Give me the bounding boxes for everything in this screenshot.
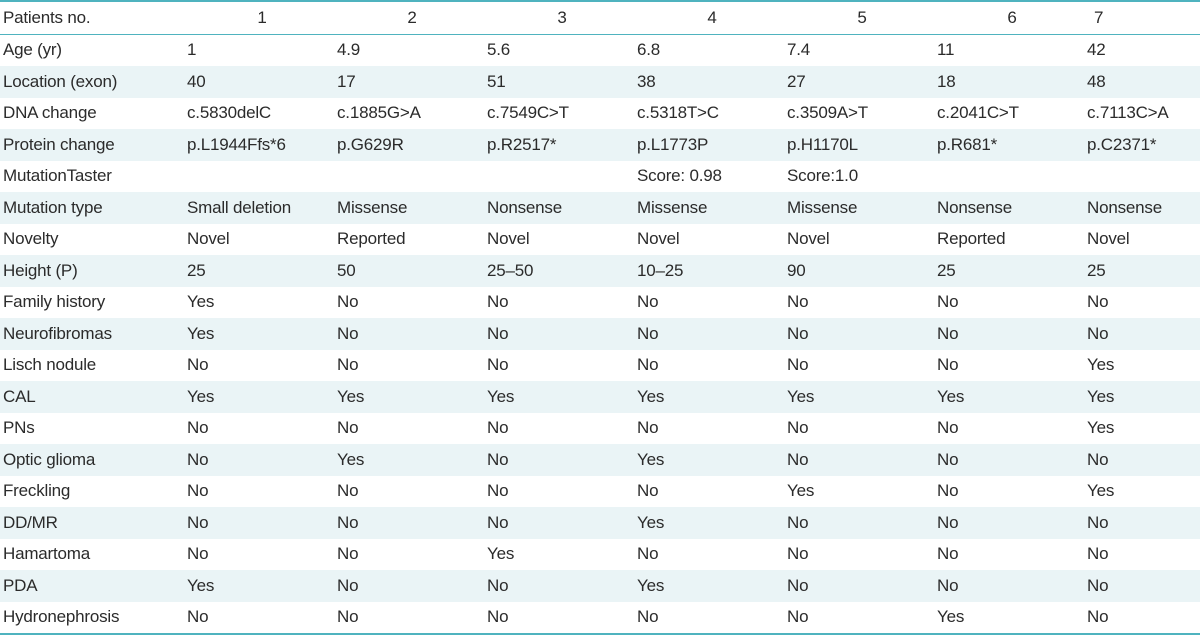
table-cell: No — [1087, 287, 1200, 319]
table-row — [0, 318, 1200, 350]
table-cell: No — [637, 413, 787, 445]
table-cell: p.H1170L — [787, 129, 937, 161]
table-cell: No — [937, 287, 1087, 319]
table-cell: Novel — [1087, 224, 1200, 256]
table-cell: No — [187, 444, 337, 476]
table-cell: No — [337, 602, 487, 635]
table-cell: 38 — [637, 66, 787, 98]
table-cell: No — [937, 539, 1087, 571]
table-cell — [1087, 161, 1200, 193]
table-cell: Yes — [337, 381, 487, 413]
table-cell: c.3509A>T — [787, 98, 937, 130]
table-cell: No — [487, 602, 637, 635]
table-cell: No — [787, 570, 937, 602]
table-cell: No — [937, 507, 1087, 539]
table-cell: p.L1944Ffs*6 — [187, 129, 337, 161]
table-cell: c.1885G>A — [337, 98, 487, 130]
table-row — [0, 161, 1200, 193]
header-patient-6: 6 — [937, 1, 1087, 34]
table-cell: No — [637, 602, 787, 635]
table-cell: No — [637, 318, 787, 350]
table-cell: 10–25 — [637, 255, 787, 287]
table-row — [0, 255, 1200, 287]
table-cell: No — [937, 444, 1087, 476]
table-cell: p.R2517* — [487, 129, 637, 161]
table-cell: Missense — [787, 192, 937, 224]
table-cell: No — [787, 444, 937, 476]
table-cell: Missense — [637, 192, 787, 224]
table-cell: 17 — [337, 66, 487, 98]
table-cell: Yes — [937, 602, 1087, 635]
table-cell: c.5318T>C — [637, 98, 787, 130]
table-cell: No — [187, 476, 337, 508]
table-cell: Novel — [787, 224, 937, 256]
table-row — [0, 34, 1200, 66]
table-cell: Score: 0.98 — [637, 161, 787, 193]
table-row — [0, 98, 1200, 130]
table-cell: No — [187, 539, 337, 571]
table-cell: No — [787, 318, 937, 350]
table-cell: No — [487, 287, 637, 319]
row-label: CAL — [0, 381, 187, 413]
table-cell: No — [1087, 507, 1200, 539]
table-cell: No — [487, 570, 637, 602]
row-label: Freckling — [0, 476, 187, 508]
header-patient-3: 3 — [487, 1, 637, 34]
table-cell: Nonsense — [937, 192, 1087, 224]
table-cell: p.R681* — [937, 129, 1087, 161]
table-cell: No — [337, 413, 487, 445]
table-body — [0, 34, 1200, 634]
table-cell: No — [787, 350, 937, 382]
table-cell: Yes — [487, 381, 637, 413]
table-cell: No — [1087, 602, 1200, 635]
table-cell: Yes — [787, 381, 937, 413]
table-cell: No — [337, 539, 487, 571]
table-cell: No — [787, 287, 937, 319]
table-cell: No — [637, 476, 787, 508]
table-cell: Yes — [187, 570, 337, 602]
table-cell: No — [487, 476, 637, 508]
table-cell: No — [937, 318, 1087, 350]
table-cell: No — [1087, 444, 1200, 476]
table-cell — [937, 161, 1087, 193]
table-cell: No — [487, 318, 637, 350]
row-label: Age (yr) — [0, 34, 187, 66]
table-cell — [487, 161, 637, 193]
table-cell: Yes — [1087, 413, 1200, 445]
header-patient-5: 5 — [787, 1, 937, 34]
row-label: Optic glioma — [0, 444, 187, 476]
header-patient-1: 1 — [187, 1, 337, 34]
table-row — [0, 539, 1200, 571]
table-row — [0, 350, 1200, 382]
table-cell: 1 — [187, 34, 337, 66]
table-row — [0, 476, 1200, 508]
header-patient-2: 2 — [337, 1, 487, 34]
row-label: Protein change — [0, 129, 187, 161]
table-row — [0, 192, 1200, 224]
header-label: Patients no. — [0, 1, 187, 34]
table-row — [0, 602, 1200, 635]
table-cell: 48 — [1087, 66, 1200, 98]
table-cell: Yes — [637, 570, 787, 602]
table-cell: No — [1087, 539, 1200, 571]
table-cell: 42 — [1087, 34, 1200, 66]
table-row — [0, 287, 1200, 319]
table-cell: Yes — [487, 539, 637, 571]
table-cell: Yes — [1087, 350, 1200, 382]
table-cell: No — [337, 318, 487, 350]
table-cell: No — [487, 444, 637, 476]
table-cell: No — [187, 602, 337, 635]
table-cell: No — [487, 350, 637, 382]
table-cell: No — [187, 413, 337, 445]
header-row — [0, 1, 1200, 34]
table-cell: Small deletion — [187, 192, 337, 224]
table-cell: 25 — [937, 255, 1087, 287]
table-cell: 25 — [1087, 255, 1200, 287]
table-cell: c.2041C>T — [937, 98, 1087, 130]
table-header — [0, 1, 1200, 34]
table-row — [0, 444, 1200, 476]
table-cell: No — [187, 350, 337, 382]
table-cell: No — [937, 413, 1087, 445]
table-cell: No — [637, 350, 787, 382]
table-cell: Yes — [187, 381, 337, 413]
table-cell — [187, 161, 337, 193]
table-row — [0, 224, 1200, 256]
table-cell: c.7549C>T — [487, 98, 637, 130]
table-cell: No — [637, 539, 787, 571]
table-cell: Yes — [637, 444, 787, 476]
table-cell: No — [487, 507, 637, 539]
table-cell: Yes — [187, 318, 337, 350]
table-cell: 5.6 — [487, 34, 637, 66]
table-cell: No — [187, 507, 337, 539]
row-label: Hydronephrosis — [0, 602, 187, 635]
table-row — [0, 570, 1200, 602]
table-cell: Nonsense — [1087, 192, 1200, 224]
table-cell: 25 — [187, 255, 337, 287]
table-cell: No — [787, 602, 937, 635]
table-row — [0, 381, 1200, 413]
row-label: DNA change — [0, 98, 187, 130]
header-patient-7: 7 — [1087, 1, 1200, 34]
table-cell: Reported — [937, 224, 1087, 256]
table-cell: Yes — [937, 381, 1087, 413]
table-cell: p.C2371* — [1087, 129, 1200, 161]
table-cell: No — [337, 350, 487, 382]
table-row — [0, 507, 1200, 539]
table-cell: Novel — [187, 224, 337, 256]
table-cell: Novel — [487, 224, 637, 256]
table-cell: No — [787, 539, 937, 571]
row-label: PNs — [0, 413, 187, 445]
table-cell: Yes — [637, 381, 787, 413]
row-label: Lisch nodule — [0, 350, 187, 382]
table-cell: 11 — [937, 34, 1087, 66]
table-cell: 40 — [187, 66, 337, 98]
table-cell: c.5830delC — [187, 98, 337, 130]
row-label: DD/MR — [0, 507, 187, 539]
table-cell: No — [937, 350, 1087, 382]
row-label: Family history — [0, 287, 187, 319]
table-cell: 6.8 — [637, 34, 787, 66]
table-cell: No — [337, 476, 487, 508]
table-cell: Yes — [337, 444, 487, 476]
table-cell: No — [337, 287, 487, 319]
table-cell: p.L1773P — [637, 129, 787, 161]
table-cell: 51 — [487, 66, 637, 98]
table-cell — [337, 161, 487, 193]
table-cell: Score:1.0 — [787, 161, 937, 193]
table-cell: Yes — [187, 287, 337, 319]
table-cell: No — [637, 287, 787, 319]
header-patient-4: 4 — [637, 1, 787, 34]
table-cell: No — [337, 507, 487, 539]
row-label: Height (P) — [0, 255, 187, 287]
table-cell: c.7113C>A — [1087, 98, 1200, 130]
table-cell: 27 — [787, 66, 937, 98]
table-cell: Yes — [1087, 381, 1200, 413]
row-label: Location (exon) — [0, 66, 187, 98]
table-cell: 7.4 — [787, 34, 937, 66]
table-cell: Yes — [787, 476, 937, 508]
table-cell: No — [1087, 318, 1200, 350]
row-label: PDA — [0, 570, 187, 602]
row-label: Hamartoma — [0, 539, 187, 571]
table-cell: 18 — [937, 66, 1087, 98]
table-cell: Missense — [337, 192, 487, 224]
table-cell: 90 — [787, 255, 937, 287]
table-cell: Yes — [637, 507, 787, 539]
table-cell: No — [937, 476, 1087, 508]
table-cell: No — [337, 570, 487, 602]
table-cell: Reported — [337, 224, 487, 256]
table-cell: 25–50 — [487, 255, 637, 287]
row-label: MutationTaster — [0, 161, 187, 193]
table-cell: 50 — [337, 255, 487, 287]
table-cell: No — [787, 507, 937, 539]
table-cell: Novel — [637, 224, 787, 256]
table-row — [0, 129, 1200, 161]
table-cell: No — [937, 570, 1087, 602]
row-label: Novelty — [0, 224, 187, 256]
row-label: Neurofibromas — [0, 318, 187, 350]
table-cell: Nonsense — [487, 192, 637, 224]
table-cell: No — [787, 413, 937, 445]
table-cell: No — [487, 413, 637, 445]
table-row — [0, 66, 1200, 98]
table-cell: p.G629R — [337, 129, 487, 161]
table-cell: 4.9 — [337, 34, 487, 66]
table-row — [0, 413, 1200, 445]
table-cell: Yes — [1087, 476, 1200, 508]
table-cell: No — [1087, 570, 1200, 602]
row-label: Mutation type — [0, 192, 187, 224]
